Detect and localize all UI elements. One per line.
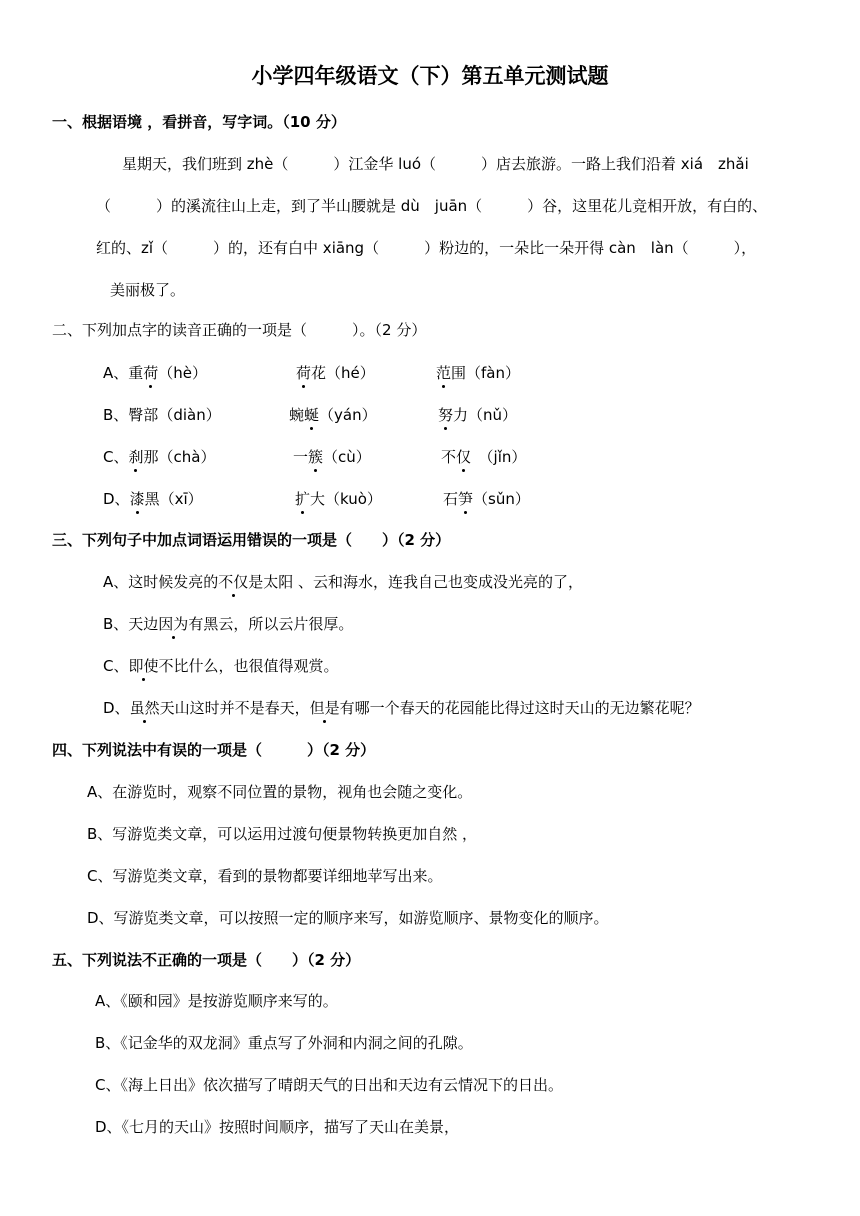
q3-option-d: D、虽然天山这时并不是春天，但是有哪一个春天的花园能比得过这时天山的无边繁花呢？	[103, 699, 700, 717]
dotted-char: 扩	[295, 490, 311, 508]
dotted-char: 刹	[128, 448, 144, 466]
dotted-char: 簇	[308, 448, 324, 466]
q2-option-b: B、臀部（diàn） 蜿蜒（yán） 努力（nǔ）	[103, 406, 518, 424]
dotted-word: 即使	[128, 657, 159, 675]
dotted-char: 荷	[296, 364, 312, 382]
q1-line-1: 星期天，我们班到 zhè（ ）江金华 luó（ ）店去旅游。一路上我们沿着 xiá zhǎi	[122, 155, 749, 173]
q3-option-a: A、这时候发亮的不仅是太阳 、云和海水，连我自己也变成没光亮的了，	[103, 573, 584, 591]
dotted-char: 漆	[129, 490, 145, 508]
q3-heading: 三、下列句子中加点词语运用错误的一项是（ ）（2 分）	[52, 531, 451, 549]
q5-option-b: B、《记金华的双龙洞》重点写了外洞和内洞之间的孔隙。	[95, 1034, 473, 1052]
q5-heading: 五、下列说法不正确的一项是（ ）（2 分）	[52, 951, 361, 969]
page-title: 小学四年级语文（下）第五单元测试题	[251, 64, 609, 88]
q4-option-d: D、写游览类文章，可以按照一定的顺序来写，如游览顺序、景物变化的顺序。	[87, 909, 609, 927]
option-label: D、	[103, 490, 130, 508]
q1-line-3: 红的、zǐ（ ）的，还有白中 xiāng（ ）粉边的，一朵比一朵开得 càn làn（ ），	[96, 239, 757, 257]
dotted-char: 蜒	[304, 406, 320, 424]
dotted-char: 努	[438, 406, 454, 424]
dotted-word: 但是	[309, 699, 340, 717]
q1-line-4: 美丽极了。	[110, 281, 186, 299]
q2-heading: 二、下列加点字的读音正确的一项是（ ）。（2 分）	[52, 321, 427, 339]
q5-option-a: A、《颐和园》是按游览顺序来写的。	[95, 992, 338, 1010]
q1-line-2: （ ）的溪流往山上走，到了半山腰就是 dù juān（ ）谷，这里花儿竞相开放，有白的、	[96, 197, 768, 215]
q2-option-c: C、刹那（chà） 一簇（cù） 不仅 （jǐn）	[103, 448, 527, 466]
q4-heading: 四、下列说法中有误的一项是（ ）（2 分）	[52, 741, 376, 759]
option-label: A、	[103, 364, 129, 382]
option-label: C、	[103, 448, 129, 466]
dotted-char: 仅	[456, 448, 472, 466]
q4-option-b: B、写游览类文章，可以运用过渡句便景物转换更加自然 ，	[87, 825, 478, 843]
q3-option-c: C、即使不比什么，也很值得观赏。	[103, 657, 339, 675]
dotted-word: 虽然	[129, 699, 160, 717]
q5-option-d: D、《七月的天山》按照时间顺序，描写了天山在美景，	[95, 1118, 460, 1136]
dotted-word: 因为	[158, 615, 189, 633]
q2-option-d: D、漆黑（xī） 扩大（kuò） 石笋（sǔn）	[103, 490, 530, 508]
dotted-char: 荷	[143, 364, 159, 382]
dotted-char: 笋	[458, 490, 474, 508]
q3-option-b: B、天边因为有黑云，所以云片很厚。	[103, 615, 354, 633]
option-label: B、	[103, 406, 129, 424]
dotted-word: 不仅	[218, 573, 249, 591]
q1-heading: 一、根据语境 ，看拼音，写字词。（10 分）	[52, 113, 346, 131]
q4-option-a: A、在游览时，观察不同位置的景物，视角也会随之变化。	[87, 783, 473, 801]
q5-option-c: C、《海上日出》依次描写了晴朗天气的日出和天边有云情况下的日出。	[95, 1076, 563, 1094]
q4-option-c: C、写游览类文章，看到的景物都要详细地苹写出来。	[87, 867, 443, 885]
q2-option-a: A、重荷（hè） 荷花（hé） 范围（fàn）	[103, 364, 520, 382]
dotted-char: 范	[436, 364, 452, 382]
